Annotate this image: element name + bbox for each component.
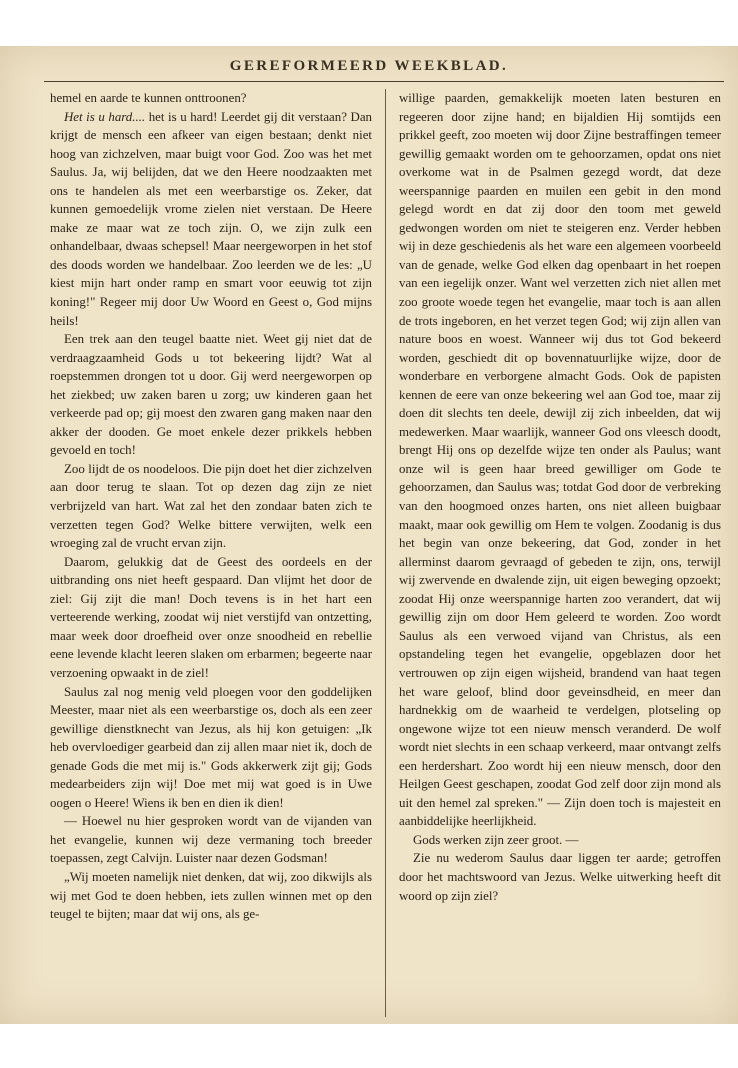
paragraph: hemel en aarde te kunnen onttroonen? <box>50 91 247 105</box>
paragraph: Gods werken zijn zeer groot. — <box>413 832 579 847</box>
paragraph: Het is u hard.... het is u hard! Leerdet gij dit verstaan? Dan krijgt de mensch een afkeer van eigen bestaan; denkt niet hoog van zichzelven, maar buigt voor God. Zoo was het met Saulus. Ja, wij belijden, dat we den Heere noodzaakten met ons te handelen als met een weerbarstige os. Zeker, dat kunnen gemoedelijk vrome zielen niet verstaan. De Heere make ze maar wat ze toch zijn. O, we zijn zulk een onhandelbaar, dwaas schepsel! Maar neergeworpen in het stof des doods worden we handelbaar. Zoo leerden we de les: „U kiest mijn hart onder ramp en smart voor eeuwig tot zijn koning!" Regeer mij door Uw Woord en Geest o, God mijns heils! <box>50 109 372 328</box>
paragraph: willige paarden, gemakkelijk moeten laten besturen en regeeren door zijne hand; en bijaldien Hij somtijds een prikkel geeft, zoo moeten wij door Zijne bestraffingen temeer gewillig gemaakt worden om te gehoorzamen, opdat ons niet overkome wat in de Psalmen gezegd wordt, dat deze weerspannige paarden en muilen een gebit in den mond gelegd wordt en dat zij door den toom met geweld gedwongen worden om niet te steigeren enz. Verder hebben wij in deze geschiedenis als het ware een algemeen voorbeeld van de genade, welke God elken dag openbaart in het roepen van een iegelijk onzer. Want wel verzetten zich niet allen met zoo groote woede tegen het evangelie, maar toch is aan allen de trots ingeboren, en het verzet tegen God; wij zijn allen van nature boos en woest. Wanneer wij dus tot God bekeerd worden, geschiedt dit op bovennatuurlijke wijze, door de wonderbare en verborgene almacht Gods. Ook de papisten kennen de eere van onze bekeering wel aan God toe, maar zij doen dit slechts ten deele, dewijl zij zich inbeelden, dat wij medewerken. Maar waarlijk, wanneer God ons vleesch doodt, brengt Hij ons op dezelfde wijze ten onder als Paulus; want onze wil is geen haar breed gewilliger om Gode te gehoorzamen, dan Saulus was; totdat God door de verbreking van den hoogmoed onzes harten, ons niet alleen buigbaar maakt, maar ook gewillig om Hem te volgen. Zoodanig is dus het begin van onze bekeering, dat God, zonder in het allerminst daarom gevraagd of gebeden te zijn, ons, terwijl wij zwervende en dwalende zijn, uit eigen beweging opzoekt; zoodat Hij onze weerspannige harten zoo verandert, dat wij gewillig zijn om door Hem geleerd te worden. Zoo wordt Saulus als een verwoed vijand van Christus, als een opstandeling tegen het evangelie, opgeblazen door het vertrouwen op zijn eigen wijsheid, brandend van haat tegen het ware geloof, blind door geveinsdheid, en meer dan hardnekkig om de waarheid te verdelgen, plotseling op ongewone wijze tot een nieuw mensch veranderd. De wolf wordt niet slechts in een schaap verkeerd, maar ontvangt zelfs een herdershart. Zoo wordt hij een nieuw mensch, door den Heilgen Geest geschapen, zoodat God zelf door zijn mond als uit den hemel zal spreken." — Zijn doen toch is majesteit en aanbiddelijke heerlijkheid. <box>399 91 721 829</box>
paragraph: Zoo lijdt de os noodeloos. Die pijn doet het dier zichzelven aan door terug te slaan. Tot op dezen dag zijn ze niet verbrijzeld van hart. Wat zal het den zondaar baten zich te verzetten tegen God? Welke bittere verwijten, welk een wroeging zal de vrucht ervan zijn. <box>50 461 372 551</box>
paragraph: „Wij moeten namelijk niet denken, dat wij, zoo dikwijls als wij met God te doen hebben, iets zullen winnen met op den teugel te bijten; maar dat wij ons, als ge- <box>50 869 372 922</box>
paragraph: — Hoewel nu hier gesproken wordt van de vijanden van het evangelie, kunnen wij deze vermaning toch breeder toepassen, zegt Calvijn. Luister naar dezen Godsman! <box>50 814 372 866</box>
header-rule <box>44 81 724 82</box>
italic-phrase: Het is u hard.... <box>64 109 146 124</box>
paragraph: Saulus zal nog menig veld ploegen voor den goddelijken Meester, maar niet als een weerbarstige os, doch als een zeer gewillige dienstknecht van Jezus, als hij kon getuigen: „Ik heb overvloediger gearbeid dan zij allen maar niet ik, doch de genade Gods die met mij is." Gods akkerwerk zijt gij; Gods medearbeiders zijn wij! Doe met mij wat goed is in Uwe oogen o Heere! Wiens ik ben en dien ik dien! <box>50 684 372 810</box>
paragraph: Een trek aan den teugel baatte niet. Weet gij niet dat de verdraagzaamheid Gods u tot bekeering lijdt? Wat al roepstemmen drongen tot u door. Gij werd neergeworpen op het ziekbed; uw zaken baren u zorg; uw kinderen gaan het verkeerde pad op; gij moest den zwaren gang maken naar den akker der dooden. Ge moet enkele dezer prikkels hebben gevoeld en toch! <box>50 332 372 458</box>
left-column <box>50 89 372 1019</box>
newspaper-page <box>0 46 738 1024</box>
paragraph: Zie nu wederom Saulus daar liggen ter aarde; getroffen door het machtswoord van Jezus. Welke uitwerking heeft dit woord op zijn ziel? <box>399 851 721 903</box>
paragraph: Daarom, gelukkig dat de Geest des oordeels en der uitbranding ons niet heeft gespaard. Dan vlijmt het door de ziel: Gij zijt die man! Doch tevens is in het hart een verteerende werking, zoodat wij niet verstijfd van ontzetting, maar week door droefheid over onze snoodheid en rebellie eene levende klacht leeren slaken om erbarmen; begeerte naar verzoening opwaakt in de ziel! <box>50 554 372 680</box>
column-divider <box>385 89 386 1017</box>
masthead-title: GEREFORMEERD WEEKBLAD. <box>229 58 509 74</box>
right-column <box>399 89 721 1019</box>
